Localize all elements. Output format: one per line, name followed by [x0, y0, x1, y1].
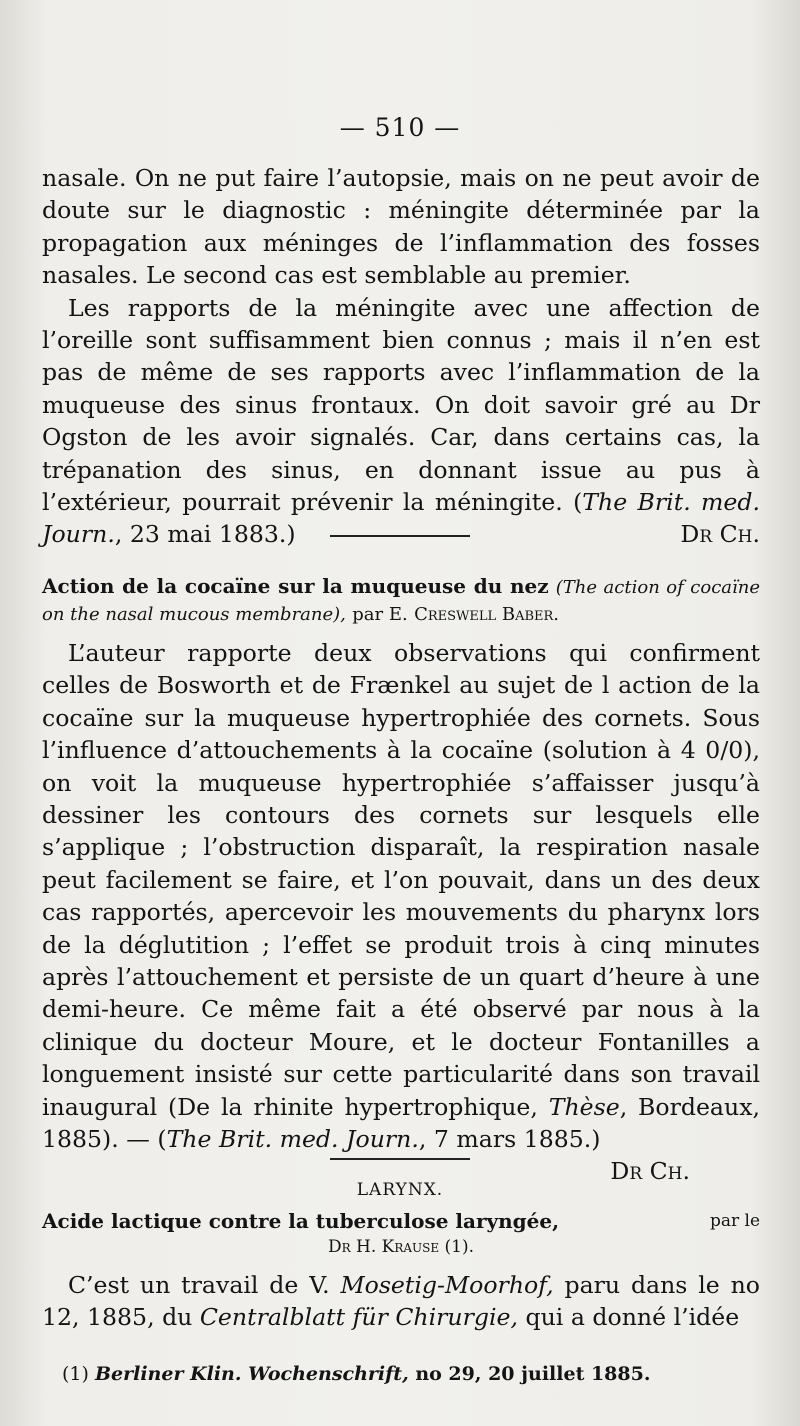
divider-rule-1	[330, 535, 470, 537]
article-2-body-journal: Centralblatt für Chirurgie,	[199, 1303, 518, 1332]
paragraph-3-text-c: , 7 mars 1885.)	[418, 1124, 601, 1153]
page-number: — 510 —	[339, 113, 461, 142]
article-2	[42, 1207, 760, 1334]
paragraph-2	[42, 292, 760, 551]
main-text-column	[42, 162, 760, 1188]
signature-2: Dr Ch.	[610, 1157, 690, 1186]
paragraph-3-journal: The Brit. med. Journ.	[166, 1124, 419, 1153]
article-1-author-prefix: par E.	[352, 603, 408, 625]
paragraph-3-these: Thèse	[548, 1092, 620, 1121]
section-heading: LARYNX.	[356, 1180, 444, 1200]
article-1-title-bold: Action de la cocaïne sur la muqueuse du nez	[42, 573, 549, 598]
article-2-body	[42, 1269, 760, 1334]
article-1-title-italic: (The action of cocaïne on the nasal mucous membrane),	[42, 576, 761, 625]
paragraph-2-text: Les rapports de la méningite avec une affection de l’oreille sont suffisamment bien connus ; mais il n’en est pas de même de ses rapports avec l’inflammation de la muqueuse des sinus frontaux. On doit savoir gré au Dr Ogston de les avoir signalés. Car, dans certains cas, la trépanation des sinus, en donnant issue au pus à l’extérieur, pourrait prévenir la méningite. (	[42, 293, 760, 517]
paragraph-3	[42, 637, 760, 1186]
article-1-title	[42, 573, 760, 627]
paragraph-3-text-a: L’auteur rapporte deux observations qui confirment celles de Bosworth et de Frænkel au sujet de l action de la cocaïne sur la muqueuse hypertrophiée des cornets. Sous l’influence d’attouchements à la cocaïne (solution à 4 0/0), on voit la muqueuse hypertrophiée s’affaisser jusqu’à dessiner les contours des cornets sur lesquels elle s’applique ; l’obstruction disparaît, la respiration nasale peut facilement se faire, et l’on pouvait, dans un des deux cas rapportés, apercevoir les mouvements du pharynx lors de la déglutition ; l’effet se produit trois à cinq minutes après l’attouchement et persiste de un quart d’heure à une demi-heure. Ce même fait a été observé par nous à la clinique du docteur Moure, et le docteur Fontanilles a longuement insisté sur cette particularité dans son travail inaugural (De la rhinite hypertrophique,	[42, 638, 760, 1121]
divider-rule-2	[330, 1158, 470, 1160]
footnote-journal: Berliner Klin. Wochenschrift,	[94, 1363, 409, 1385]
article-1-author: Creswell Baber.	[414, 603, 560, 625]
article-2-body-b: paru dans le no 12, 1885, du	[42, 1271, 760, 1332]
footnote-rest: no 29, 20 juillet 1885.	[408, 1363, 651, 1385]
paragraph-3-text-b: , Bordeaux, 1885). — (	[42, 1092, 760, 1153]
footnote	[62, 1362, 762, 1386]
article-2-body-a: C’est un travail de V.	[68, 1271, 341, 1299]
paragraph-1: nasale. On ne put faire l’autopsie, mais on ne peut avoir de doute sur le diagnostic : méningite déterminée par la propagation aux méninges de l’inflammation des fosses nasales. Le second cas est semblable au premier.	[42, 164, 760, 290]
article-2-title-line	[42, 1207, 760, 1235]
paragraph-2-end: , 23 mai 1883.)	[114, 520, 296, 549]
article-2-title-bold: Acide lactique contre la tuberculose laryngée,	[42, 1209, 560, 1233]
article-2-body-c: qui a donné l’idée	[518, 1303, 740, 1332]
article-2-title-par: par le	[709, 1211, 760, 1231]
footnote-mark: (1)	[62, 1363, 89, 1385]
paragraph-2-journal: The Brit. med. Journ.	[42, 488, 760, 549]
article-2-author: Dr H. Krause (1).	[327, 1237, 475, 1257]
article-2-body-author: Mosetig-Moorhof,	[340, 1271, 554, 1299]
signature-1: Dr Ch.	[680, 520, 760, 549]
